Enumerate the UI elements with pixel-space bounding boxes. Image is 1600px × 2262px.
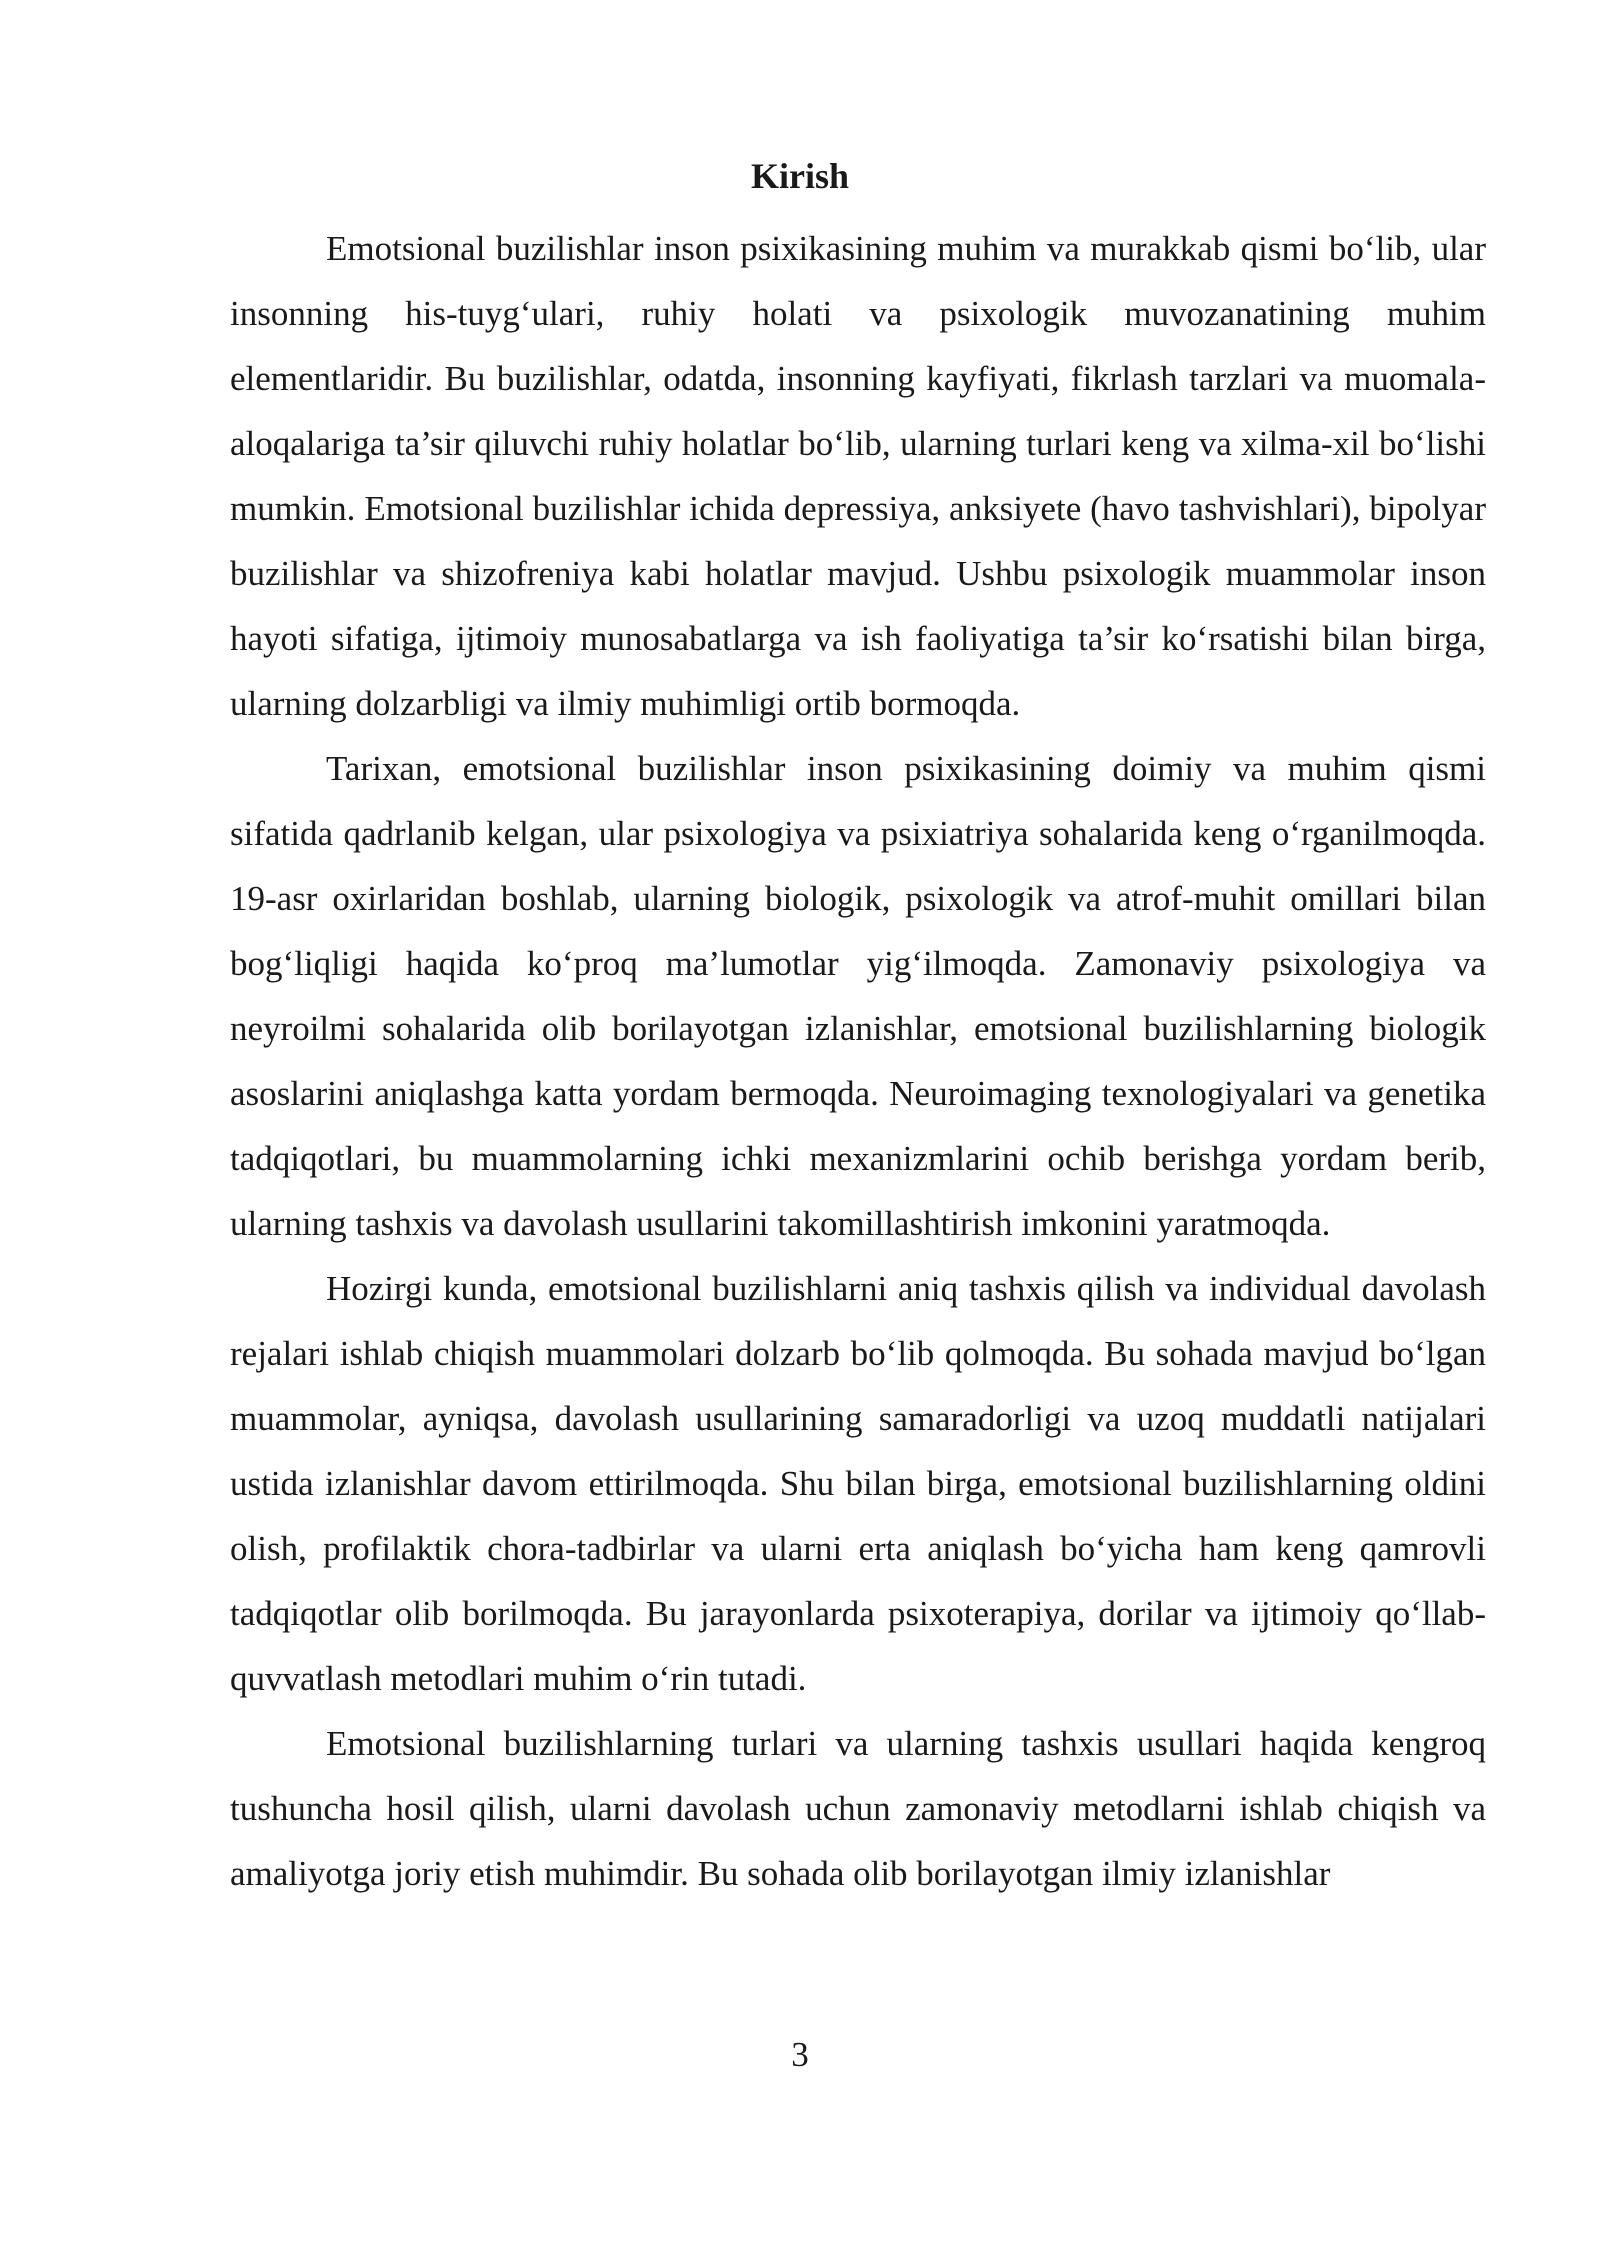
paragraph-1: Emotsional buzilishlar inson psixikasining muhim va murakkab qismi bo‘lib, ular insonning his-tuyg‘ulari, ruhiy holati va psixologik muvozanatining muhim elementlaridir. Bu buzilishlar, odatda, insonning kayfiyati, fikrlash tarzlari va muomala-aloqalariga ta’sir qiluvchi ruhiy holatlar bo‘lib, ularning turlari keng va xilma-xil bo‘lishi mumkin. Emotsional buzilishlar ichida depressiya, anksiyete (havo tashvishlari), bipolyar buzilishlar va shizofreniya kabi holatlar mavjud. Ushbu psixologik muammolar inson hayoti sifatiga, ijtimoiy munosabatlarga va ish faoliyatiga ta’sir ko‘rsatishi bilan birga, ularning dolzarbligi va ilmiy muhimligi ortib bormoqda. bbox=[230, 229, 1486, 723]
paragraph-3: Hozirgi kunda, emotsional buzilishlarni aniq tashxis qilish va individual davolash rejalari ishlab chiqish muammolari dolzarb bo‘lib qolmoqda. Bu sohada mavjud bo‘lgan muammolar, ayniqsa, davolash usullarining samaradorligi va uzoq muddatli natijalari ustida izlanishlar davom ettirilmoqda. Shu bilan birga, emotsional buzilishlarning oldini olish, profilaktik chora-tadbirlar va ularni erta aniqlash bo‘yicha ham keng qamrovli tadqiqotlar olib borilmoqda. Bu jarayonlarda psixoterapiya, dorilar va ijtimoiy qo‘llab-quvvatlash metodlari muhim o‘rin tutadi. bbox=[230, 1269, 1486, 1698]
page-title: Kirish bbox=[750, 156, 849, 196]
page-number: 3 bbox=[791, 2035, 809, 2074]
paragraph-2: Tarixan, emotsional buzilishlar inson psixikasining doimiy va muhim qismi sifatida qadrlanib kelgan, ular psixologiya va psixiatriya sohalarida keng o‘rganilmoqda. 19-asr oxirlaridan boshlab, ularning biologik, psixologik va atrof-muhit omillari bilan bog‘liqligi haqida ko‘proq ma’lumotlar yig‘ilmoqda. Zamonaviy psixologiya va neyroilmi sohalarida olib borilayotgan izlanishlar, emotsional buzilishlarning biologik asoslarini aniqlashga katta yordam bermoqda. Neuroimaging texnologiyalari va genetika tadqiqotlari, bu muammolarning ichki mexanizmlarini ochib berishga yordam berib, ularning tashxis va davolash usullarini takomillashtirish imkonini yaratmoqda. bbox=[230, 749, 1486, 1243]
body-text bbox=[230, 216, 1486, 1906]
paragraph-4: Emotsional buzilishlarning turlari va ularning tashxis usullari haqida kengroq tushuncha hosil qilish, ularni davolash uchun zamonaviy metodlarni ishlab chiqish va amaliyotga joriy etish muhimdir. Bu sohada olib borilayotgan ilmiy izlanishlar bbox=[230, 1724, 1486, 1893]
